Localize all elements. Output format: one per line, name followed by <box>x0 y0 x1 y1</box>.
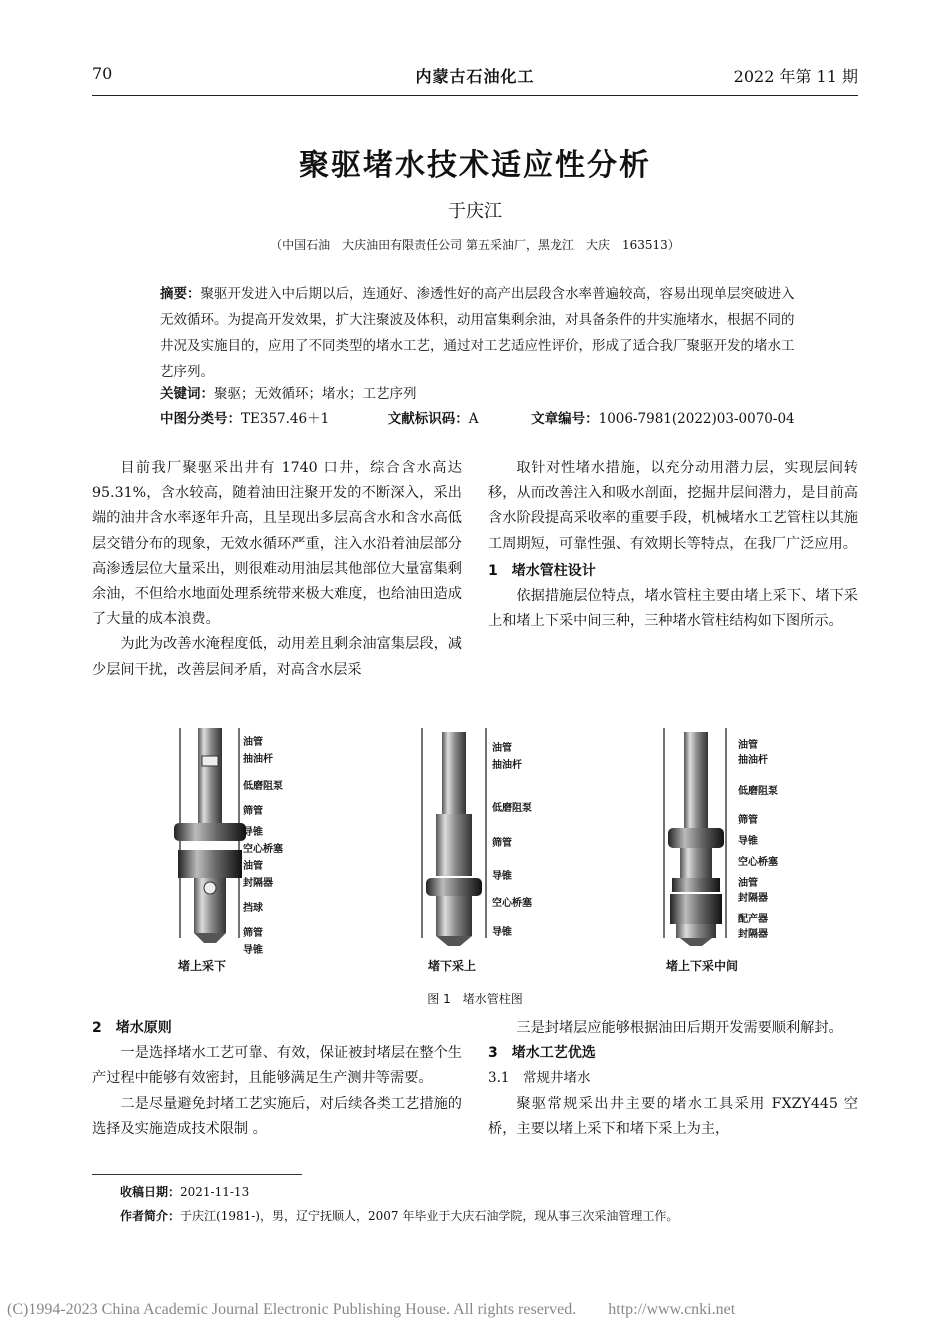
tubing <box>198 728 222 823</box>
header-rule <box>92 95 858 96</box>
footnotes <box>120 1180 858 1228</box>
distributor <box>670 894 722 924</box>
abstract-label: 摘要： <box>160 286 201 302</box>
clc-label: 中图分类号： <box>160 411 241 427</box>
received-date: 2021-11-13 <box>180 1185 250 1199</box>
fig-label: 油管 <box>738 740 758 751</box>
paragraph: 为此为改善水淹程度低，动用差且剩余油富集层段，减少层间干扰，改善层间矛盾，对高含水层采 <box>92 636 462 678</box>
pump <box>202 756 218 766</box>
fig-label: 封隔器 <box>738 893 768 904</box>
fig-label: 导锥 <box>738 836 758 847</box>
abstract-text: 聚驱开发进入中后期以后，连通好、渗透性好的高产出层段含水率普遍较高，容易出现单层突破进入无效循环。为提高开发效果，扩大注聚波及体积，动用富集剩余油，对具备条件的井实施堵水，根据不同的井况及实施目的，应用了不同类型的堵水工艺，通过对工艺适应性评价，形成了适合我厂聚驱开发的堵水工艺序列。 <box>160 286 795 380</box>
section-heading: 1 堵水管柱设计 <box>488 562 596 579</box>
article-no-label: 文章编号： <box>531 411 599 427</box>
bridge-plug <box>174 823 246 841</box>
lower-tube <box>436 896 472 936</box>
paragraph: 三是封堵层应能够根据油田后期开发需要顺利解封。 <box>516 1020 843 1036</box>
paragraph: 一是选择堵水工艺可靠、有效，保证被封堵层在整个生产过程中能够有效密封，且能够满足生产测井等需要。 <box>92 1045 462 1087</box>
affiliation: （中国石油 大庆油田有限责任公司 第五采油厂，黑龙江 大庆 163513） <box>270 238 680 252</box>
fig-label: 油管 <box>243 737 263 748</box>
section-heading: 3 堵水工艺优选 <box>488 1045 596 1062</box>
keywords-text: 聚驱；无效循环；堵水；工艺序列 <box>214 386 417 402</box>
middle-tube <box>680 848 712 878</box>
left-column-upper <box>92 456 462 683</box>
footnote-rule <box>92 1174 302 1175</box>
doc-label: 文献标识码： <box>387 411 469 427</box>
fig-label: 筛管 <box>243 806 263 817</box>
fig-label: 空心桥塞 <box>738 857 778 868</box>
fig-label: 空心桥塞 <box>492 898 532 909</box>
clc-code: TE357.46＋1 <box>241 411 330 427</box>
guide-cone <box>194 933 226 943</box>
fig-label: 油管 <box>738 878 758 889</box>
article-no: 1006-7981(2022)03-0070-04 <box>598 411 795 427</box>
fig-label: 空心桥塞 <box>243 844 283 855</box>
doc-code: A <box>468 411 479 427</box>
fig-label: 筛管 <box>492 838 512 849</box>
issue-info: 2022 年第 11 期 <box>733 67 858 86</box>
fig-label: 低磨阻泵 <box>492 803 532 814</box>
keywords-label: 关键词： <box>160 386 214 402</box>
right-column-lower <box>488 1016 858 1142</box>
diagram-1-title: 堵上采下 <box>178 959 227 973</box>
paragraph: 取针对性堵水措施，以充分动用潜力层，实现层间转移，从而改善注入和吸水剖面，挖掘井层间潜力，是目前高含水阶段提高采收率的重要手段，机械堵水工艺管柱以其施工周期短，可靠性强、有效期长等特点，在我厂广泛应用。 <box>488 460 858 552</box>
guide-cone <box>436 936 472 946</box>
keywords <box>160 381 800 407</box>
diagram-2-title: 堵下采上 <box>428 959 477 973</box>
tubing <box>442 732 466 814</box>
diagram-3-labels <box>738 738 778 942</box>
fig-label: 抽油杆 <box>243 754 273 765</box>
diagram-2 <box>422 728 486 946</box>
bridge-plug <box>668 828 724 848</box>
tubing <box>684 732 708 828</box>
pump-body <box>436 814 472 876</box>
paragraph: 聚驱常规采出井主要的堵水工具采用 FXZY445 空桥，主要以堵上采下和堵下采上为主， <box>488 1095 858 1137</box>
article-title: 聚驱堵水技术适应性分析 <box>299 148 651 183</box>
diagram-1-labels <box>243 734 283 959</box>
ball-seat <box>204 882 216 894</box>
fig-label: 筛管 <box>243 928 263 939</box>
figure-caption: 图 1 堵水管柱图 <box>427 992 523 1006</box>
fig-label: 配产器 <box>738 914 768 925</box>
bridge-plug <box>426 878 482 896</box>
bio-label: 作者简介： <box>120 1209 181 1223</box>
received-label: 收稿日期： <box>120 1185 181 1199</box>
fig-label: 导锥 <box>243 945 263 956</box>
page-number: 70 <box>92 64 113 83</box>
author-bio: 于庆江(1981-)，男，辽宁抚顺人，2007 年毕业于大庆石油学院，现从事三次采油管理工作。 <box>180 1209 679 1223</box>
right-column-upper <box>488 456 858 634</box>
fig-label: 抽油杆 <box>492 760 522 771</box>
fig-label: 筛管 <box>738 815 758 826</box>
fig-label: 低磨阻泵 <box>738 786 778 797</box>
fig-label: 抽油杆 <box>738 755 768 766</box>
diagram-1 <box>174 728 246 943</box>
diagram-3 <box>664 728 726 946</box>
fig-label: 导锥 <box>243 827 263 838</box>
diagram-2-labels <box>492 740 532 941</box>
fig-label: 油管 <box>492 743 512 754</box>
fig-label: 封隔器 <box>738 929 768 940</box>
author: 于庆江 <box>448 201 502 222</box>
left-column-lower <box>92 1016 462 1142</box>
journal-name: 内蒙古石油化工 <box>415 67 535 86</box>
fig-label: 导锥 <box>492 927 512 938</box>
figure-diagrams <box>140 728 820 978</box>
packer-lower <box>676 924 716 938</box>
abstract <box>160 281 800 385</box>
fig-label: 封隔器 <box>243 878 273 889</box>
packer <box>178 850 242 878</box>
fig-label: 导锥 <box>492 871 512 882</box>
packer-upper <box>672 878 720 892</box>
paragraph: 依据措施层位特点，堵水管柱主要由堵上采下、堵下采上和堵上下采中间三种，三种堵水管柱结构如下图所示。 <box>488 588 858 630</box>
section-heading: 2 堵水原则 <box>92 1020 172 1036</box>
paragraph: 二是尽量避免封堵工艺实施后，对后续各类工艺措施的选择及实施造成技术限制 。 <box>92 1095 462 1137</box>
fig-label: 低磨阻泵 <box>243 781 283 792</box>
diagram-3-title: 堵上下采中间 <box>666 959 739 973</box>
guide-cone <box>680 938 712 946</box>
fig-label: 油管 <box>243 861 263 872</box>
classification-line <box>160 406 820 432</box>
fig-label: 挡球 <box>243 903 263 914</box>
paragraph: 目前我厂聚驱采出井有 1740 口井，综合含水高达 95.31%，含水较高，随着油田注聚开发的不断深入，采出端的油井含水率逐年升高，且呈现出多层高含水和含水高低层交错分布的现象，无效水循环严重，注入水沿着油层部分高渗透层位大量采出，则很难动用油层其他部位大量富集剩余油，不但给水地面处理系统带来极大难度，也给油田造成了大量的成本浪费。 <box>92 460 462 628</box>
copyright-watermark: (C)1994-2023 China Academic Journal Electronic Publishing House. All rights reserved. http://www.cnki.net <box>7 1301 736 1318</box>
subsection-heading: 3.1 常规井堵水 <box>488 1070 591 1087</box>
